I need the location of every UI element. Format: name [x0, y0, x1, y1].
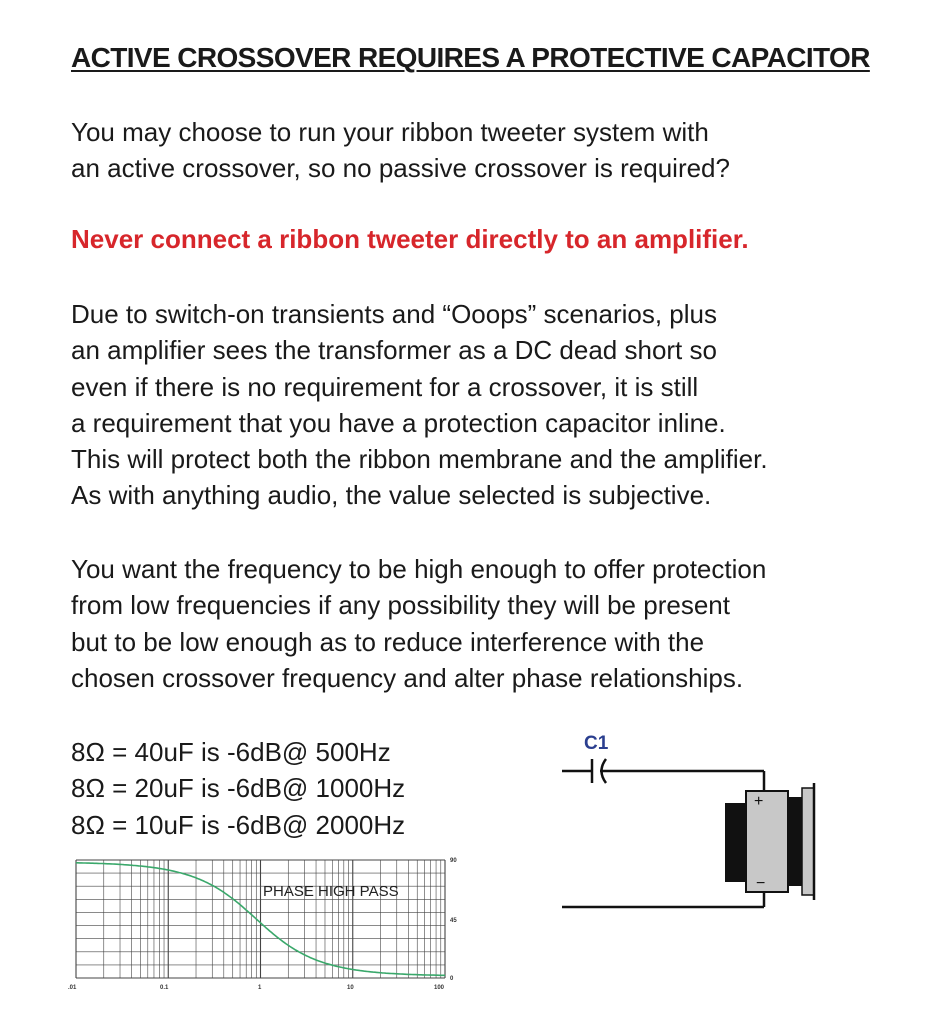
x-tick-label: 100 [434, 985, 445, 991]
capacitor-value-line: 8Ω = 20uF is -6dB@ 1000Hz [71, 773, 406, 804]
capacitor-value-line: 8Ω = 40uF is -6dB@ 500Hz [71, 737, 391, 767]
phase-plot [60, 850, 470, 995]
x-tick-label: 10 [347, 985, 354, 991]
plot-label: PHASE HIGH PASS [263, 883, 399, 900]
wire-top [600, 771, 764, 792]
y-tick-label: 90 [450, 858, 457, 864]
capacitor-label: C1 [584, 733, 609, 754]
plus-label: + [754, 793, 764, 810]
x-tick-label: 0.1 [160, 985, 169, 991]
plot-grid [76, 860, 445, 978]
explanation-paragraph [71, 296, 768, 514]
explanation-line: a requirement that you have a protection capacitor inline. [71, 407, 726, 438]
wire-bottom [562, 888, 764, 907]
ribbon-tweeter-icon [725, 783, 814, 900]
intro-line: an active crossover, so no passive crossover is required? [71, 153, 730, 184]
explanation-line: even if there is no requirement for a crossover, it is still [71, 371, 699, 402]
y-tick-label: 45 [450, 918, 457, 924]
capacitor-value-line: 8Ω = 10uF is -6dB@ 2000Hz [71, 809, 406, 840]
frequency-line: but to be low enough as to reduce interference with the [71, 626, 705, 657]
explanation-line: This will protect both the ribbon membrane and the amplifier. [71, 444, 768, 475]
frequency-line: You want the frequency to be high enough to offer protection [71, 554, 767, 584]
frequency-line: from low frequencies if any possibility they will be present [71, 590, 730, 621]
frequency-paragraph [71, 551, 766, 696]
frequency-line: chosen crossover frequency and alter phase relationships. [71, 662, 744, 693]
explanation-line: Due to switch-on transients and “Ooops” scenarios, plus [71, 299, 717, 329]
intro-line: You may choose to run your ribbon tweeter system with [71, 117, 709, 147]
x-tick-label: 1 [258, 985, 262, 991]
explanation-line: As with anything audio, the value selected is subjective. [71, 480, 712, 511]
warning-text: Never connect a ribbon tweeter directly to an amplifier. [71, 224, 749, 254]
intro-paragraph [71, 114, 730, 187]
minus-label: − [756, 875, 766, 892]
capacitor-symbol [562, 759, 606, 783]
protection-schematic [550, 725, 880, 925]
page-heading: ACTIVE CROSSOVER REQUIRES A PROTECTIVE CAPACITOR [71, 42, 870, 73]
y-tick-label: 0 [450, 976, 454, 982]
capacitor-values-list [71, 734, 405, 843]
x-tick-label: .01 [68, 985, 77, 991]
explanation-line: an amplifier sees the transformer as a DC dead short so [71, 335, 717, 366]
